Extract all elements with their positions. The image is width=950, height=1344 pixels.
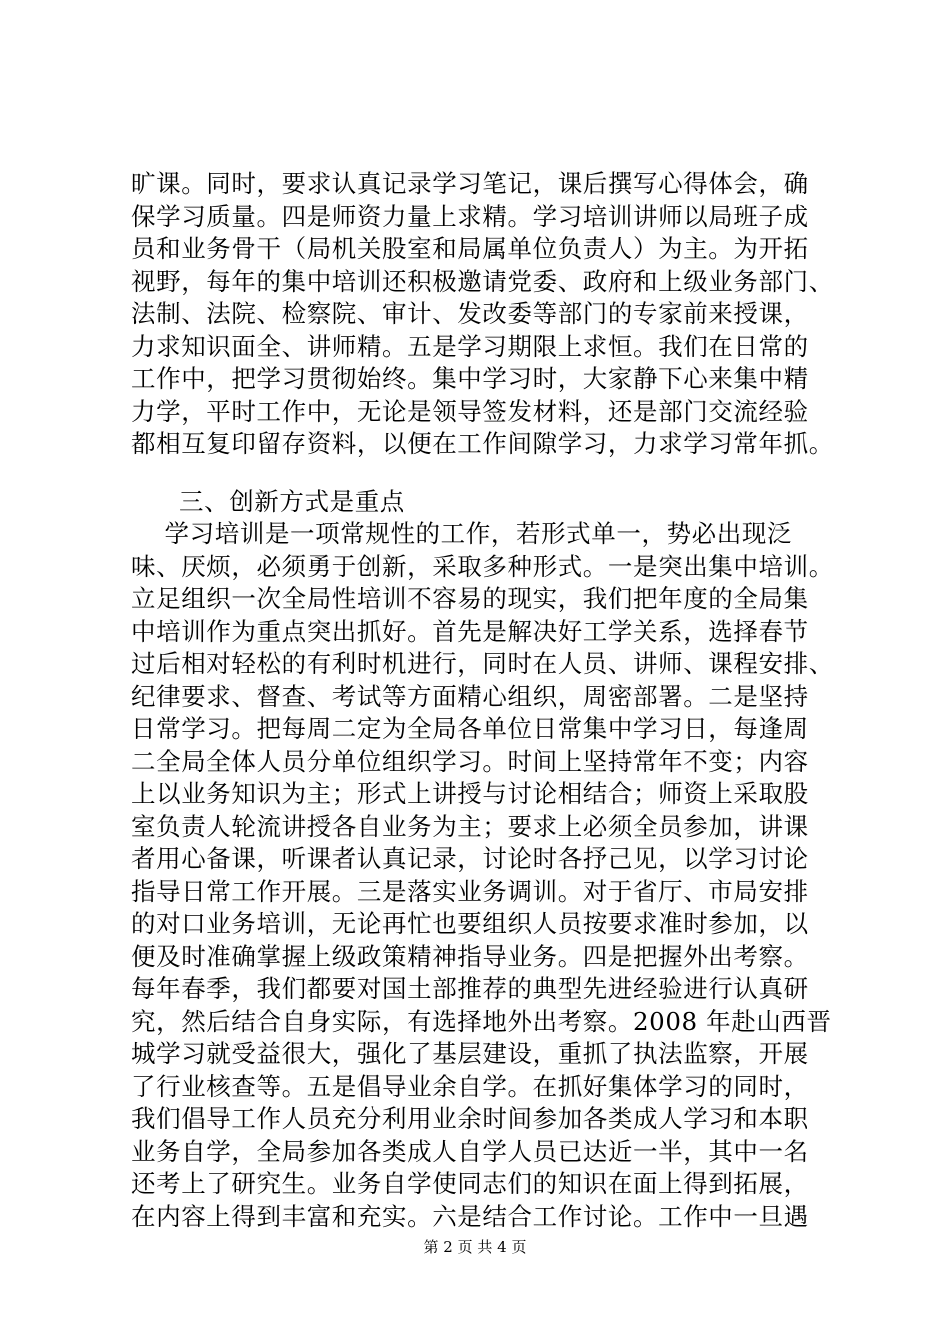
text-line: 学习培训是一项常规性的工作，若形式单一，势必出现泛 bbox=[131, 519, 793, 548]
page-footer: 第 2 页 共 4 页 bbox=[423, 1238, 527, 1256]
text-line: 保学习质量。四是师资力量上求精。学习培训讲师以局班子成 bbox=[131, 201, 809, 231]
text-line: 纪律要求、督查、考试等方面精心组织，周密部署。二是坚持 bbox=[131, 681, 809, 711]
text-line: 指导日常工作开展。三是落实业务调训。对于省厅、市局安排 bbox=[131, 876, 809, 906]
text-line: 上以业务知识为主；形式上讲授与讨论相结合；师资上采取股 bbox=[131, 779, 809, 808]
text-line: 过后相对轻松的有利时机进行，同时在人员、讲师、课程安排、 bbox=[131, 649, 834, 678]
text-line: 的对口业务培训，无论再忙也要组织人员按要求准时参加，以 bbox=[131, 909, 809, 938]
text-line: 究，然后结合自身实际，有选择地外出考察。2008 年赴山西晋 bbox=[131, 1006, 832, 1036]
text-line: 味、厌烦，必须勇于创新，采取多种形式。一是突出集中培训。 bbox=[131, 551, 834, 581]
text-line: 城学习就受益很大，强化了基层建设，重抓了执法监察，开展 bbox=[131, 1039, 809, 1068]
text-line: 在内容上得到丰富和充实。六是结合工作讨论。工作中一旦遇 bbox=[131, 1201, 809, 1231]
text-line: 法制、法院、检察院、审计、发改委等部门的专家前来授课， bbox=[131, 299, 809, 328]
text-line: 中培训作为重点突出抓好。首先是解决好工学关系，选择春节 bbox=[131, 616, 809, 646]
section-heading: 三、创新方式是重点 bbox=[179, 486, 405, 516]
paragraph-gap bbox=[131, 461, 831, 486]
paragraph-2 bbox=[131, 518, 834, 1233]
text-line: 室负责人轮流讲授各自业务为主；要求上必须全员参加，讲课 bbox=[131, 811, 809, 841]
text-line: 旷课。同时，要求认真记录学习笔记，课后撰写心得体会，确 bbox=[131, 169, 809, 198]
paragraph-1 bbox=[131, 168, 834, 461]
document-body bbox=[131, 168, 834, 1233]
text-line: 业务自学，全局参加各类成人自学人员已达近一半，其中一名 bbox=[131, 1136, 809, 1166]
text-line: 都相互复印留存资料，以便在工作间隙学习，力求学习常年抓。 bbox=[131, 429, 834, 458]
text-line: 力求知识面全、讲师精。五是学习期限上求恒。我们在日常的 bbox=[131, 331, 809, 361]
text-line: 工作中，把学习贯彻始终。集中学习时，大家静下心来集中精 bbox=[131, 364, 809, 393]
text-line: 者用心备课，听课者认真记录，讨论时各抒己见，以学习讨论 bbox=[131, 844, 809, 873]
text-line: 每年春季，我们都要对国土部推荐的典型先进经验进行认真研 bbox=[131, 974, 809, 1003]
text-line: 日常学习。把每周二定为全局各单位日常集中学习日，每逢周 bbox=[131, 714, 809, 743]
text-line: 员和业务骨干（局机关股室和局属单位负责人）为主。为开拓 bbox=[131, 234, 809, 263]
text-line: 力学，平时工作中，无论是领导签发材料，还是部门交流经验 bbox=[131, 396, 809, 426]
text-line: 视野，每年的集中培训还积极邀请党委、政府和上级业务部门、 bbox=[131, 266, 834, 296]
text-line: 立足组织一次全局性培训不容易的现实，我们把年度的全局集 bbox=[131, 584, 809, 613]
text-line: 还考上了研究生。业务自学使同志们的知识在面上得到拓展， bbox=[131, 1169, 809, 1198]
text-line: 我们倡导工作人员充分利用业余时间参加各类成人学习和本职 bbox=[131, 1104, 809, 1133]
text-line: 二全局全体人员分单位组织学习。时间上坚持常年不变；内容 bbox=[131, 746, 809, 776]
text-line: 了行业核查等。五是倡导业余自学。在抓好集体学习的同时， bbox=[131, 1071, 809, 1101]
text-line: 便及时准确掌握上级政策精神指导业务。四是把握外出考察。 bbox=[131, 941, 809, 971]
